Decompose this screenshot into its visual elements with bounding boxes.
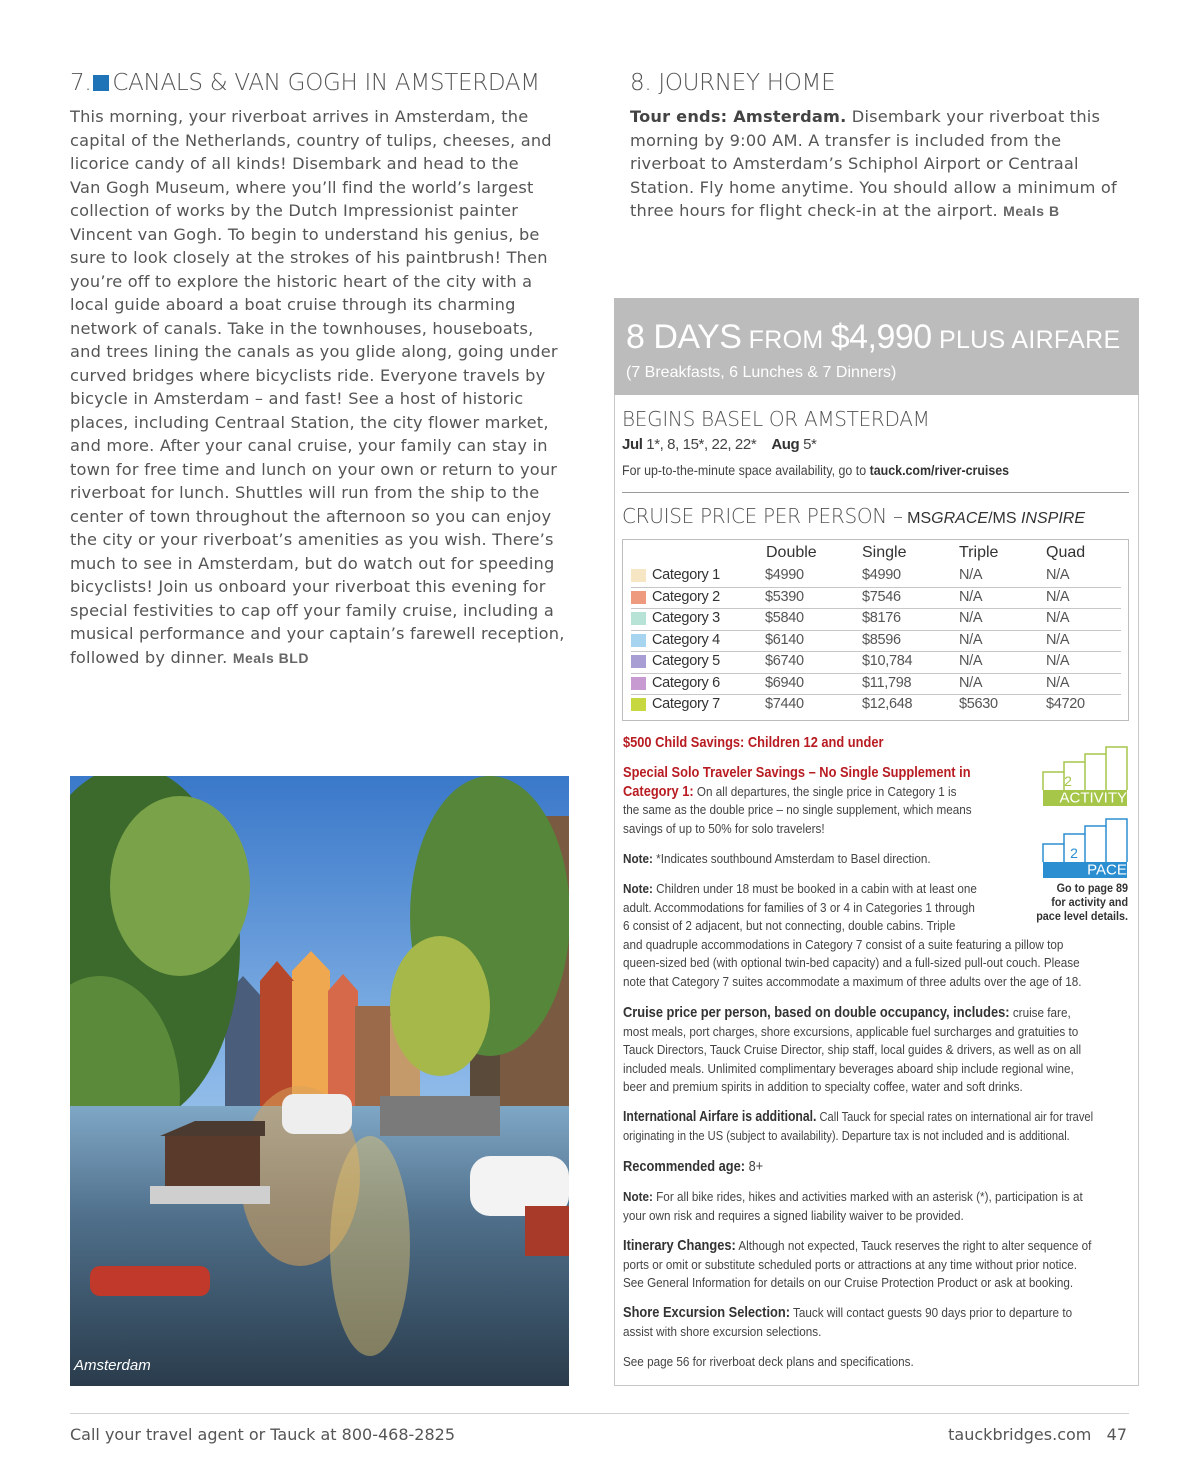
includes-text: included meals. Unlimited complimentary beverages aboard ship include regional wine, [623,1060,1074,1076]
recommended-age [623,1158,763,1177]
day7-meals: Meals BLD [232,649,309,666]
footer-divider [70,1413,1129,1414]
day8-line: three hours for flight check-in at the airport. [630,201,998,220]
includes-label: Cruise price per person, based on double occupancy, includes: [623,1005,1010,1021]
category-swatch [631,612,646,625]
category-label: Category 4 [652,631,720,648]
price-quad: N/A [1046,631,1070,648]
category-label: Category 5 [652,653,720,669]
plus-airfare-label: PLUS AIRFARE [938,326,1121,354]
price-quad: N/A [1046,588,1070,605]
solo-savings [623,764,1010,838]
col-single: Single [862,544,907,561]
day8-body [630,105,1140,224]
day7-line: town for free time and lunch on your own or return to your [70,459,558,479]
child-savings: $500 Child Savings: Children 12 and under [623,735,884,751]
day7-line: local guide aboard a boat cruise through its charming [70,295,516,314]
itin-text: Although not expected, Tauck reserves the right to alter sequence of [735,1238,1092,1253]
category-swatch [631,634,646,647]
table-row [631,673,1121,696]
days-label: 8 DAYS [626,318,742,356]
ms-label: MS [992,510,1017,527]
price-single: $7546 [862,588,901,605]
day7-line: special festivities to cap off your family cruise, including a [70,600,554,620]
price-double: $7440 [765,696,804,712]
note-text: your own risk and requires a signed liability waiver to be provided. [623,1207,964,1223]
day7-line: and more. After your canal cruise, your family can stay in [70,436,548,455]
category-swatch [631,591,646,604]
day7-line: Van Gogh Museum, where you’ll find the world’s largest [70,177,534,197]
price-single: $10,784 [862,653,913,669]
category-label: Category 1 [652,567,720,583]
blue-square-icon [93,75,109,91]
note-text: 6 consist of 2 adjacent, but not connecting, double cabins. Triple [623,918,956,933]
activity-level-number: 2 [1064,773,1072,789]
table-row [631,587,1121,610]
day7-line: capital of the Netherlands, country of tulips, cheeses, and [70,130,552,150]
day7-line: sure to look closely at the strokes of his paintbrush! Then [70,248,548,267]
table-row [631,630,1121,653]
note-label: Note: [623,851,653,866]
solo-text: On all departures, the single price in Category 1 is [693,783,957,799]
note-text: adult. Accommodations for families of 3 or 4 in Categories 1 through [623,899,975,915]
day8-line: Disembark your riverboat this [846,107,1101,126]
goto-text: Go to page 89 [1056,881,1128,895]
price-double: $6940 [765,674,804,691]
category-label: Category 2 [652,588,720,605]
price-double: $4990 [765,567,804,583]
day7-body [70,105,570,670]
photo-caption: Amsterdam [74,1357,151,1374]
price-single: $4990 [862,567,901,583]
table-row [631,565,1121,588]
itin-text: See General Information for details on our Cruise Protection Product or ask at booking. [623,1275,1074,1290]
deck-plans-note: See page 56 for riverboat deck plans and specifications. [623,1354,914,1369]
day7-line: you’re off to explore the historic heart of the city with a [70,271,533,291]
day8-lead: Tour ends: Amsterdam. [630,107,847,126]
day7-line: This morning, your riverboat arrives in Amsterdam, the [70,107,529,126]
day7-heading [70,70,540,96]
price-headline [626,318,1120,357]
shore-text: Tauck will contact guests 90 days prior to departure to [790,1305,1073,1320]
includes-text: Tauck Directors, Tauck Cruise Director, ship staff, local guides & drivers, as well as on all [623,1042,1082,1057]
day8-meals: Meals B [1003,203,1060,219]
category-swatch [631,698,646,711]
category-label: Category 6 [652,674,720,691]
day7-line: bicyclists! Join us onboard your riverboat this evening for [70,577,546,596]
activity-label: ACTIVITY [1059,789,1127,806]
day7-line: network of canals. Take in the townhouses, houseboats, [70,318,534,338]
day7-number: 7. [70,70,92,96]
month-aug: Aug [771,436,800,453]
activity-badge [1042,746,1128,806]
dates-jul: 1*, 8, 15*, 22, 22* [646,436,757,453]
day7-line: the city or your riverboat’s amenities as you wish. There’s [70,530,554,549]
table-row [631,608,1121,631]
footer-right [948,1425,1127,1444]
day8-line: Station. Fly home anytime. You should allow a minimum of [630,177,1117,197]
day7-line: curved bridges where bicyclists ride. Everyone travels by [70,365,546,385]
activity-level-icon [1042,746,1128,806]
price-double: $6140 [765,631,804,648]
price-single: $12,648 [862,696,913,712]
col-triple: Triple [959,544,999,561]
price-triple: N/A [959,653,983,669]
age-value: 8+ [745,1159,764,1175]
price-triple: N/A [959,674,983,691]
goto-text: for activity and [1051,894,1128,909]
category-swatch [631,677,646,690]
day7-line: followed by dinner. [70,647,228,667]
day7-line: musical performance and your captain’s farewell reception, [70,624,565,643]
price-quad: $4720 [1046,696,1085,712]
includes-text: beer and premium spirits in addition to specialty coffee, water and soft drinks. [623,1079,1023,1094]
from-label: FROM [748,326,824,354]
availability-note [622,463,1009,478]
price-double: $6740 [765,653,804,669]
solo-title-2: Category 1: [623,783,694,800]
price-double: $5840 [765,610,804,626]
footer-site[interactable]: tauckbridges.com [948,1425,1092,1444]
day7-line: much to see in Amsterdam, but do watch out for speeding [70,553,555,573]
day7-line: bicycle in Amsterdam – and fast! See a host of historic [70,389,524,408]
category-swatch [631,655,646,668]
day7-title: CANALS & VAN GOGH IN AMSTERDAM [112,70,540,96]
note-waiver [623,1188,1133,1225]
airfare-section [623,1108,1142,1145]
shore-text: assist with shore excursion selections. [623,1323,822,1339]
month-jul: Jul [622,436,643,453]
page-number: 47 [1106,1425,1127,1444]
category-label: Category 3 [652,610,720,626]
cruise-price-title: CRUISE PRICE PER PERSON – [622,504,903,528]
note-southbound [623,850,931,869]
pace-level-number: 2 [1070,845,1078,861]
col-double: Double [766,544,817,561]
day7-line: places, including Centraal Station, the city flower market, [70,412,549,432]
starting-price: $4,990 [830,318,932,356]
airfare-label: International Airfare is additional. [623,1109,817,1125]
includes-section [623,1004,1133,1097]
price-triple: N/A [959,610,983,626]
price-double: $5390 [765,588,804,605]
includes-text: cruise fare, [1009,1005,1071,1020]
availability-text: For up-to-the-minute space availability, go to [622,463,867,478]
price-single: $8176 [862,610,901,626]
cruise-price-heading [622,504,1085,528]
price-quad: N/A [1046,674,1070,691]
day8-line: morning by 9:00 AM. A transfer is included from the [630,130,1062,150]
price-triple: N/A [959,631,983,648]
pace-activity-reference [1036,882,1128,923]
begins-heading: BEGINS BASEL OR AMSTERDAM [622,407,930,431]
note-text: note that Category 7 suites accommodate a maximum of three adults over the age of 18. [623,973,1082,989]
note-text: For all bike rides, hikes and activities marked with an asterisk (*), participation is at [652,1189,1083,1204]
shore-excursion [623,1304,1133,1341]
availability-link[interactable]: tauck.com/river-cruises [869,463,1010,478]
table-row [631,651,1121,674]
day7-line: riverboat for lunch. Shuttles will run from the ship to the [70,483,540,502]
col-quad: Quad [1046,544,1086,561]
departure-dates [622,436,816,453]
note-text: Children under 18 must be booked in a cabin with at least one [652,881,977,896]
day8-title: 8. JOURNEY HOME [630,70,836,96]
solo-text: savings of up to 50% for solo travelers! [623,820,825,836]
ship-inspire: INSPIRE [1020,510,1085,527]
price-quad: N/A [1046,610,1070,626]
divider [622,492,1129,493]
pace-badge [1042,818,1128,878]
category-label: Category 7 [652,696,720,712]
footer-contact: Call your travel agent or Tauck at 800-468-2825 [70,1425,455,1444]
itin-label: Itinerary Changes: [623,1238,736,1254]
meals-included: (7 Breakfasts, 6 Lunches & 7 Dinners) [626,364,897,381]
slash: / [988,510,993,527]
note-text: queen-sized bed (with optional twin-bed capacity) and a full-sized pull-out couch. Please [623,955,1080,970]
note-label: Note: [623,881,653,896]
airfare-text: originating in the US (subject to availability). Departure tax is not included and is additional. [623,1127,1070,1143]
note-text: and quadruple accommodations in Category 7 consist of a suite featuring a pillow top [623,936,1064,952]
table-row [631,694,1121,716]
solo-text: the same as the double price – no single supplement, which means [623,802,972,817]
price-triple: N/A [959,588,983,605]
age-label: Recommended age: [623,1159,746,1175]
amsterdam-canal-photo [70,776,569,1386]
day7-last-line [70,646,570,671]
day7-line: Vincent van Gogh. To begin to understand his genius, be [70,224,540,244]
day7-line: licorice candy of all kinds! Disembark and head to the [70,154,519,173]
note-text: *Indicates southbound Amsterdam to Basel direction. [652,851,931,866]
itinerary-changes [623,1237,1133,1293]
ship-grace: GRACE [931,510,989,527]
includes-text: most meals, port charges, shore excursions, applicable fuel surcharges and gratuities to [623,1023,1079,1039]
note-label: Note: [623,1189,653,1204]
price-quad: N/A [1046,567,1070,583]
price-single: $8596 [862,631,901,648]
solo-title: Special Solo Traveler Savings – No Single Supplement in [623,765,971,781]
price-triple: N/A [959,567,983,583]
category-swatch [631,569,646,582]
goto-text: pace level details. [1036,908,1128,923]
airfare-text: Call Tauck for special rates on international air for travel [816,1109,1094,1124]
pace-level-icon [1042,818,1128,878]
price-triple: $5630 [959,696,998,712]
price-quad: N/A [1046,653,1070,669]
canal-illustration [70,776,569,1386]
day8-line: riverboat to Amsterdam’s Schiphol Airport or Centraal [630,154,1079,173]
ms-label: MS [907,510,932,527]
price-single: $11,798 [862,674,912,691]
day7-line: and trees lining the canals as you glide along, going under [70,342,558,361]
day7-line: collection of works by the Dutch Impressionist painter [70,201,519,220]
shore-label: Shore Excursion Selection: [623,1305,791,1321]
day7-line: center of town throughout the afternoon so you can enjoy [70,506,552,526]
itin-text: ports or omit or substitute scheduled ports or attractions at any time without prior notice. [623,1256,1077,1272]
dates-aug: 5* [803,436,817,453]
pace-label: PACE [1087,861,1127,878]
